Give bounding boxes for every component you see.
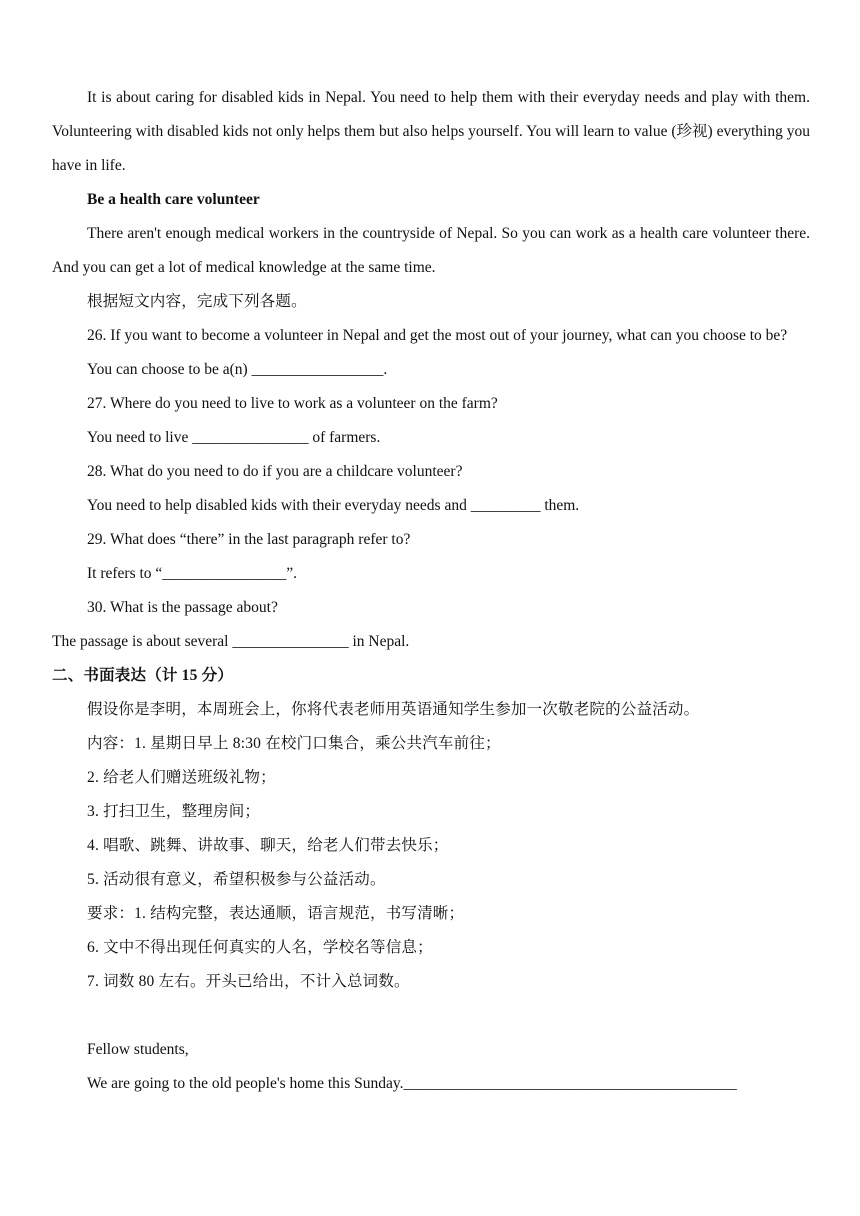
answer-line-26: You can choose to be a(n) _________________. [87, 361, 388, 378]
instructions-text: 根据短文内容，完成下列各题。 [87, 293, 307, 310]
writing-item-5: 5. 活动很有意义，希望积极参与公益活动。 [87, 871, 386, 888]
letter-opening-line: We are going to the old people's home this Sunday.___________________________________________ [87, 1075, 737, 1092]
writing-prompt: 假设你是李明，本周班会上，你将代表老师用英语通知学生参加一次敬老院的公益活动。 [87, 701, 700, 718]
answer-line-29: It refers to “________________”. [87, 565, 298, 582]
question-30: 30. What is the passage about? [87, 599, 278, 616]
passage-paragraph-childcare: It is about caring for disabled kids in Nepal. You need to help them with their everyday needs and play with them. Volunteering with disabled kids not only helps them but also helps yourself. You will learn to value (珍视) everything you have in life. [52, 89, 810, 174]
writing-item-3: 3. 打扫卫生，整理房间； [87, 803, 261, 820]
answer-line-28: You need to help disabled kids with their everyday needs and _________ them. [87, 497, 580, 514]
question-27: 27. Where do you need to live to work as a volunteer on the farm? [87, 395, 498, 412]
letter-greeting: Fellow students, [87, 1041, 189, 1058]
writing-item-6: 6. 文中不得出现任何真实的人名，学校名等信息； [87, 939, 433, 956]
passage-paragraph-health-care: There aren't enough medical workers in the countryside of Nepal. So you can work as a health care volunteer there. And you can get a lot of medical knowledge at the same time. [52, 225, 810, 276]
question-29: 29. What does “there” in the last paragraph refer to? [87, 531, 411, 548]
writing-requirement: 要求：1. 结构完整，表达通顺，语言规范，书写清晰； [87, 905, 465, 922]
question-26: 26. If you want to become a volunteer in Nepal and get the most out of your journey, what can you choose to be? [87, 327, 788, 344]
writing-item-7: 7. 词数 80 左右。开头已给出，不计入总词数。 [87, 973, 410, 990]
writing-item-4: 4. 唱歌、跳舞、讲故事、聊天，给老人们带去快乐； [87, 837, 449, 854]
blank-spacer [52, 999, 810, 1033]
answer-line-27: You need to live _______________ of farmers. [87, 429, 381, 446]
writing-item-2: 2. 给老人们赠送班级礼物； [87, 769, 276, 786]
document-page [52, 81, 810, 1101]
passage-heading-health-care: Be a health care volunteer [87, 191, 260, 208]
writing-section-title: 二、书面表达（计 15 分） [52, 667, 234, 684]
writing-item-content: 内容：1. 星期日早上 8:30 在校门口集合，乘公共汽车前往； [87, 735, 501, 752]
question-28: 28. What do you need to do if you are a childcare volunteer? [87, 463, 463, 480]
answer-line-30: The passage is about several _______________ in Nepal. [52, 633, 410, 650]
